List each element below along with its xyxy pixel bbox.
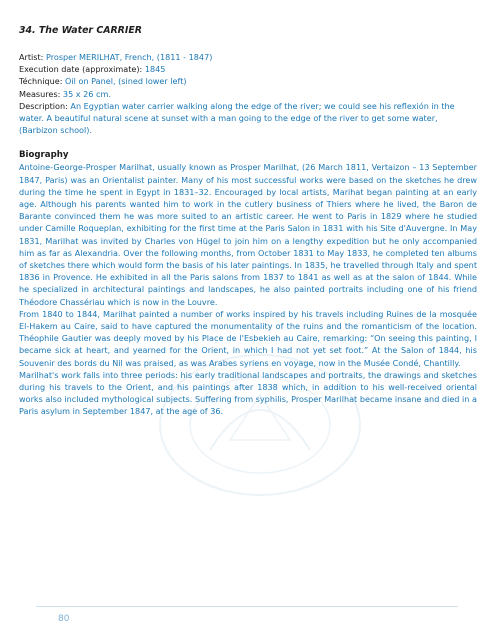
biography-paragraph: Antoine-George-Prosper Marilhat, usually known as Prosper Marilhat, (26 March 1811, Vertaizon – 13 September 1847, Paris) was an Orientalist painter. Many of his most successful works were based on the sketches he drew during the time he spent in Egypt in 1831–32. Encouraged by local artists, Marihat began painting at an early age. Although his parents wanted him to work in the cutlery business of Thiers where he lived, the Baron de Barante convinced them he was more suited to an artistic career. He went to Paris in 1829 where he studied under Camille Roqueplan, exhibiting for the first time at the Paris Salon in 1831 with his Site d'Auvergne. In May 1831, Marilhat was invited by Charles von Hügel to join him on a lengthy expedition but he only accompanied him as far as Alexandria. Over the following months, from October 1831 to May 1833, he completed ten albums of sketches there which would form the basis of his later paintings. In 1835, he travelled through Italy and spent 1836 in Provence. He exhibited in all the Paris salons from 1837 to 1841 as well as at the salon of 1844. While he specialized in architectural paintings and landscapes, he also painted portraits including one of his friend Théodore Chassériau which is now in the Louvre. xyxy=(19,162,477,307)
meta-label: Description: xyxy=(19,100,68,111)
footer-divider xyxy=(36,606,458,607)
meta-value: Oil on Panel, (sined lower left) xyxy=(62,76,187,87)
meta-execution-date xyxy=(19,63,477,75)
artwork-title: 34. The Water CARRIER xyxy=(19,25,143,36)
artwork-metadata xyxy=(19,51,477,136)
document-page xyxy=(19,24,477,418)
meta-value: 1845 xyxy=(142,64,166,75)
page-number: 80 xyxy=(58,614,70,624)
meta-artist xyxy=(19,51,477,63)
biography-paragraph: Marilhat's work falls into three periods: his early traditional landscapes and portraits, the drawings and sketches during his travels to the Orient, and his paintings after 1838 which, in addition to his well-received oriental works also included mythological subjects. Suffering from syphilis, Prosper Marilhat became insane and died in a Paris asylum in September 1847, at the age of 36. xyxy=(19,369,477,417)
meta-label: Téchnique: xyxy=(19,76,63,87)
meta-label: Execution date (approximate): xyxy=(19,64,143,75)
meta-value: Prosper MERILHAT, French, (1811 - 1847) xyxy=(43,52,213,62)
meta-value: An Egyptian water carrier walking along the edge of the river; we could see his reflexión in the water. A beautiful natural scene at sunset with a man going to the edge of the river to get some water, (Barbizon school). xyxy=(19,100,455,136)
meta-value: 35 x 26 cm. xyxy=(60,88,111,99)
meta-label: Artist: xyxy=(19,52,44,62)
biography-paragraph: From 1840 to 1844, Marilhat painted a number of works inspired by his travels including Ruines de la mosquée El-Hakem au Caire, said to have captured the monumentality of the ruins and the romanticism of the location. Théophile Gautier was deeply moved by his Place de l'Esbekieh au Caire, remarking: “On seeing this painting, I became sick at heart, and yearned for the Orient, in which I had not yet set foot.” At the Salon of 1844, his Souvenir des bords du Nil was praised, as was Arabes syriens en voyage, now in the Musée Condé, Chantilly. xyxy=(19,308,477,368)
meta-technique xyxy=(19,75,477,87)
meta-description xyxy=(19,100,477,137)
biography-heading: Biography xyxy=(19,150,69,161)
meta-label: Measures: xyxy=(19,88,61,99)
meta-measures xyxy=(19,88,477,100)
